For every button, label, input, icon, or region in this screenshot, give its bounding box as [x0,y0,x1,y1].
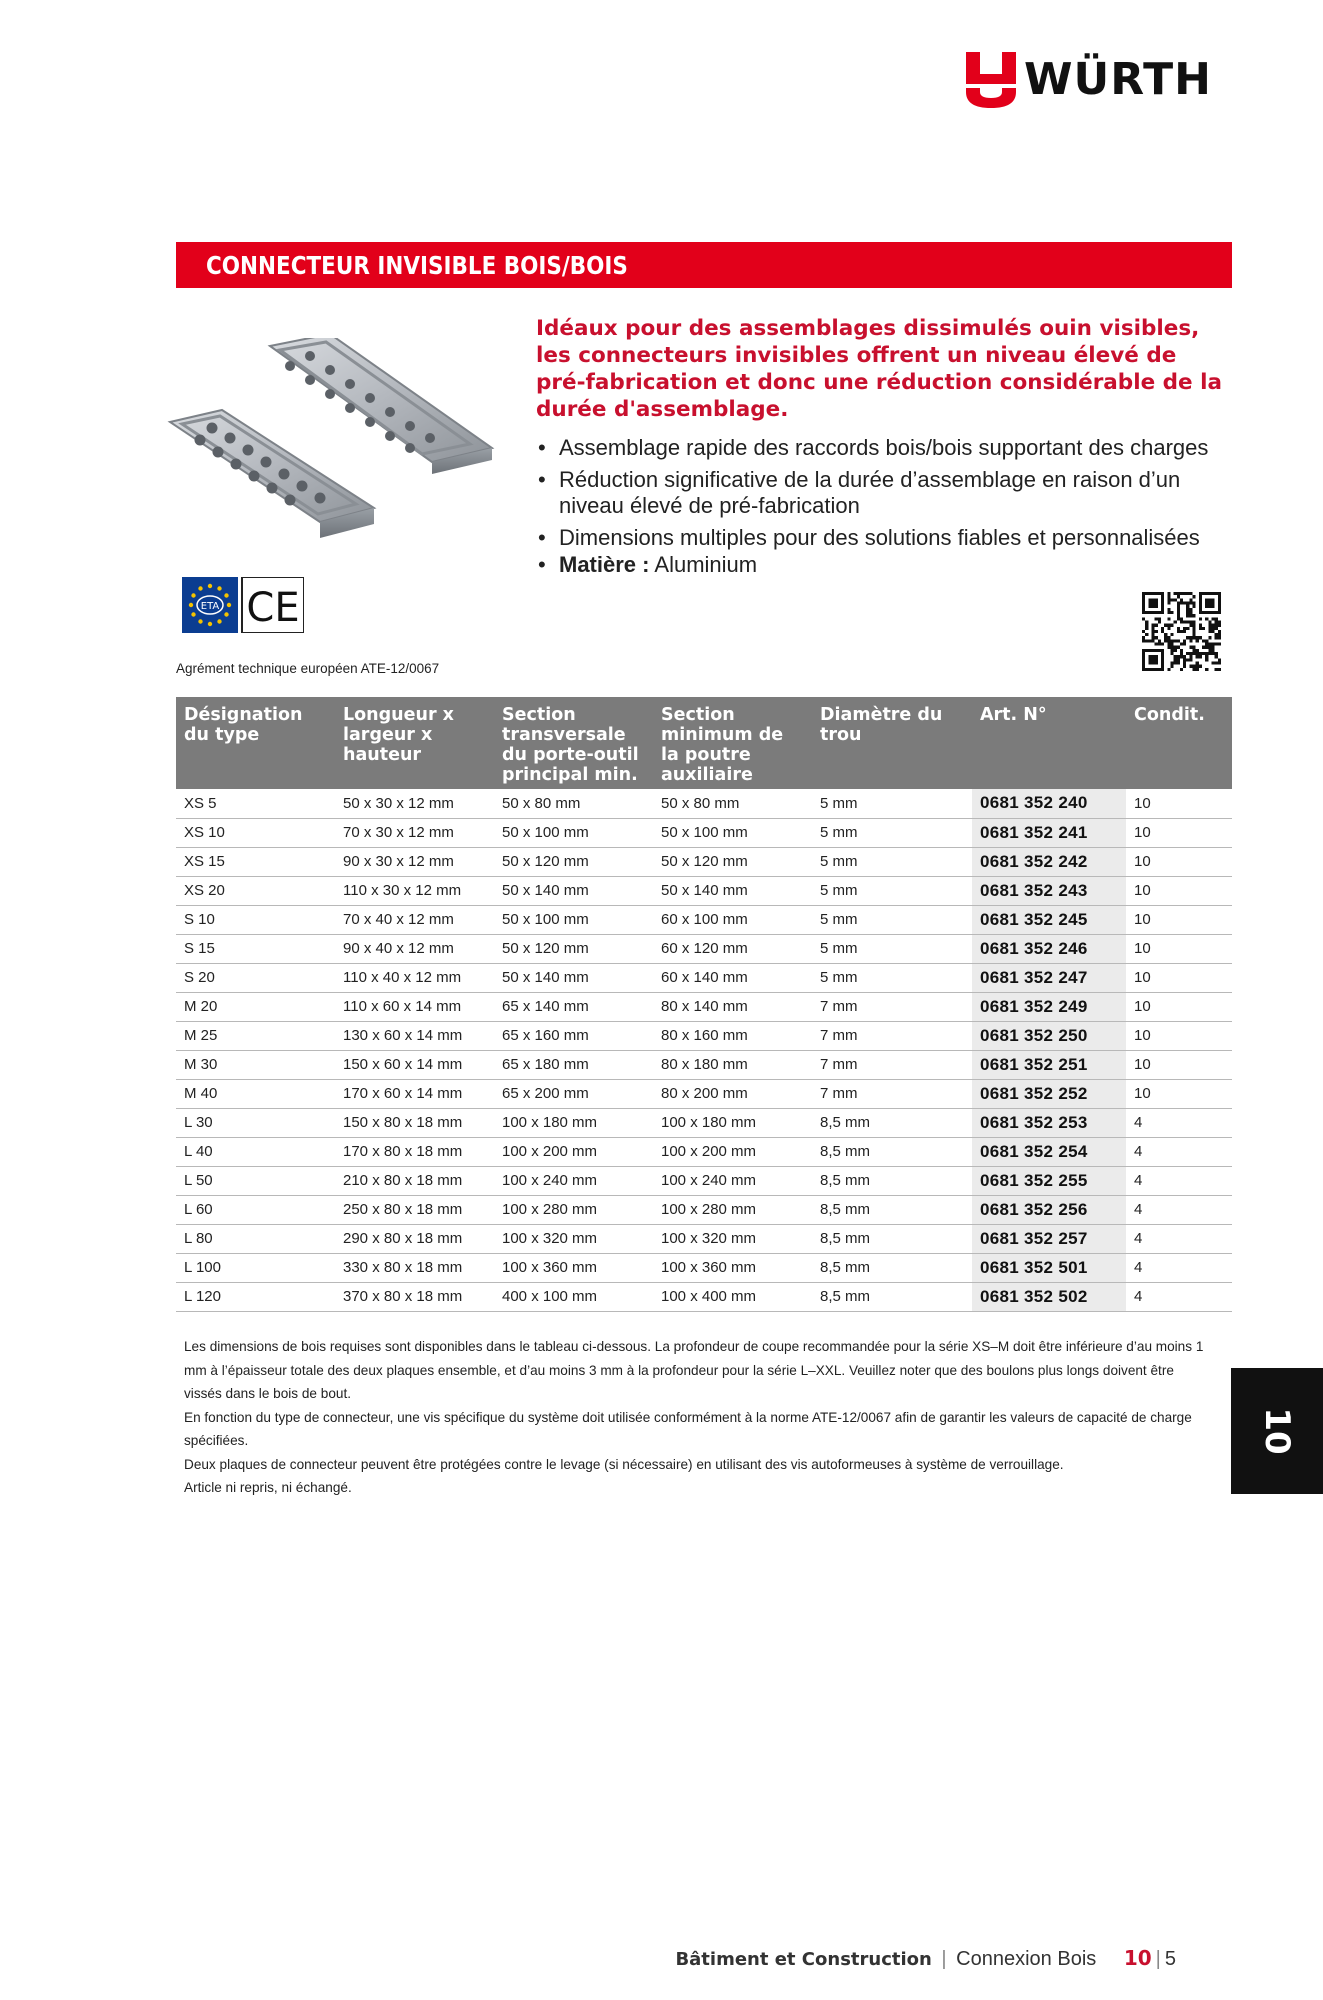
cell-packaging: 4 [1126,1253,1232,1282]
product-image [160,338,500,568]
cell-main-section: 65 x 200 mm [494,1079,653,1108]
brand-name: WÜRTH [1024,54,1213,105]
footer-subsection: Connexion Bois [956,1948,1097,1970]
cell-aux-section: 100 x 400 mm [653,1282,812,1311]
cell-main-section: 100 x 180 mm [494,1108,653,1137]
table-body [176,789,1232,1311]
cell-packaging: 10 [1126,1050,1232,1079]
cell-designation: L 40 [176,1137,335,1166]
spec-table [176,697,1232,1312]
feature-item-material [536,552,1236,578]
cell-article-number[interactable]: 0681 352 241 [972,818,1126,847]
cell-main-section: 50 x 100 mm [494,905,653,934]
cell-article-number[interactable]: 0681 352 502 [972,1282,1126,1311]
cell-packaging: 4 [1126,1224,1232,1253]
cell-main-section: 50 x 120 mm [494,847,653,876]
cell-dimensions: 290 x 80 x 18 mm [335,1224,494,1253]
table-row [176,1282,1232,1311]
cell-aux-section: 100 x 240 mm [653,1166,812,1195]
cell-hole-diameter: 7 mm [812,1050,972,1079]
cell-article-number[interactable]: 0681 352 255 [972,1166,1126,1195]
cell-hole-diameter: 8,5 mm [812,1253,972,1282]
cell-hole-diameter: 5 mm [812,847,972,876]
table-row [176,905,1232,934]
cell-main-section: 65 x 160 mm [494,1021,653,1050]
cell-dimensions: 210 x 80 x 18 mm [335,1166,494,1195]
cell-aux-section: 100 x 320 mm [653,1224,812,1253]
cell-packaging: 10 [1126,934,1232,963]
cell-aux-section: 80 x 140 mm [653,992,812,1021]
feature-item: • Réduction significative de la durée d’assemblage en raison d’un niveau élevé de pré-fabrication [536,467,1236,519]
table-row [176,1050,1232,1079]
note-paragraph: Deux plaques de connecteur peuvent être protégées contre le levage (si nécessaire) en utilisant des vis autoformeuses à système de verrouillage. [184,1456,1064,1472]
header-designation: Désignation du type [176,697,335,789]
table-row [176,1079,1232,1108]
cell-hole-diameter: 8,5 mm [812,1195,972,1224]
chapter-number: 10 [1257,1407,1297,1455]
cell-designation: S 20 [176,963,335,992]
cell-hole-diameter: 7 mm [812,992,972,1021]
cell-main-section: 400 x 100 mm [494,1282,653,1311]
cell-aux-section: 100 x 360 mm [653,1253,812,1282]
cell-designation: S 15 [176,934,335,963]
cell-article-number[interactable]: 0681 352 251 [972,1050,1126,1079]
cell-aux-section: 50 x 80 mm [653,789,812,818]
cell-aux-section: 100 x 200 mm [653,1137,812,1166]
material-value: Aluminium [654,552,758,577]
cell-hole-diameter: 5 mm [812,818,972,847]
cell-article-number[interactable]: 0681 352 250 [972,1021,1126,1050]
cell-designation: M 40 [176,1079,335,1108]
intro-text: Idéaux pour des assemblages dissimulés ouin visibles, les connecteurs invisibles offrent un niveau élevé de pré-fabrication et donc une réduction considérable de la durée d'assemblage. [536,316,1222,422]
cell-hole-diameter: 5 mm [812,789,972,818]
cell-designation: XS 10 [176,818,335,847]
cell-designation: XS 20 [176,876,335,905]
cell-packaging: 10 [1126,1021,1232,1050]
cell-hole-diameter: 8,5 mm [812,1282,972,1311]
notes [184,1335,1204,1500]
table-row [176,1224,1232,1253]
cell-aux-section: 50 x 120 mm [653,847,812,876]
feature-item: • Assemblage rapide des raccords bois/bois supportant des charges [536,435,1236,461]
header-dimensions: Longueur x largeur x hauteur [335,697,494,789]
chapter-tab[interactable] [1231,1368,1323,1494]
footer-page-separator: | [1155,1948,1161,1970]
cell-article-number[interactable]: 0681 352 253 [972,1108,1126,1137]
certification-logos [182,577,304,633]
header-main-section: Section transversale du porte-outil principal min. [494,697,653,789]
footer-section: Bâtiment et Construction [675,1949,932,1970]
cell-article-number[interactable]: 0681 352 254 [972,1137,1126,1166]
table-row [176,1108,1232,1137]
cell-hole-diameter: 7 mm [812,1021,972,1050]
table-row [176,876,1232,905]
table-row [176,934,1232,963]
eta-ce-badge [182,577,304,633]
cell-designation: L 50 [176,1166,335,1195]
cell-dimensions: 70 x 30 x 12 mm [335,818,494,847]
cell-aux-section: 60 x 120 mm [653,934,812,963]
table-row [176,963,1232,992]
cell-packaging: 10 [1126,876,1232,905]
cell-designation: L 30 [176,1108,335,1137]
cell-article-number[interactable]: 0681 352 242 [972,847,1126,876]
cell-main-section: 50 x 140 mm [494,963,653,992]
cell-packaging: 10 [1126,1079,1232,1108]
cell-article-number[interactable]: 0681 352 240 [972,789,1126,818]
cell-packaging: 4 [1126,1137,1232,1166]
cell-dimensions: 110 x 60 x 14 mm [335,992,494,1021]
cell-hole-diameter: 8,5 mm [812,1166,972,1195]
cell-packaging: 4 [1126,1282,1232,1311]
cell-aux-section: 100 x 280 mm [653,1195,812,1224]
cell-main-section: 100 x 200 mm [494,1137,653,1166]
cell-hole-diameter: 7 mm [812,1079,972,1108]
cell-designation: L 80 [176,1224,335,1253]
cell-designation: XS 5 [176,789,335,818]
cell-article-number[interactable]: 0681 352 249 [972,992,1126,1021]
cell-hole-diameter: 8,5 mm [812,1137,972,1166]
cell-article-number[interactable]: 0681 352 257 [972,1224,1126,1253]
cell-dimensions: 90 x 40 x 12 mm [335,934,494,963]
page-title: CONNECTEUR INVISIBLE BOIS/BOIS [206,251,628,280]
ce-mark: CE [246,585,300,631]
cell-packaging: 10 [1126,963,1232,992]
header-packaging: Condit. [1126,697,1232,789]
cell-packaging: 10 [1126,992,1232,1021]
cell-aux-section: 80 x 160 mm [653,1021,812,1050]
page-footer [675,1946,1176,1971]
feature-item: • Dimensions multiples pour des solutions fiables et personnalisées [536,525,1236,551]
footer-separator: | [941,1948,947,1970]
cell-dimensions: 370 x 80 x 18 mm [335,1282,494,1311]
note-paragraph: Les dimensions de bois requises sont disponibles dans le tableau ci-dessous. La profondeur de coupe recommandée pour la série XS–M doit être inférieure d’au moins 1 mm à l’épaisseur totale des deux plaques ensemble, et d’au moins 3 mm à la profondeur pour la série L–XXL. Veuillez noter que des boulons plus longs doivent être vissés dans le bois de bout. [184,1339,1204,1401]
table-row [176,1137,1232,1166]
cell-dimensions: 170 x 80 x 18 mm [335,1137,494,1166]
cell-packaging: 4 [1126,1108,1232,1137]
cell-packaging: 10 [1126,818,1232,847]
cell-aux-section: 80 x 180 mm [653,1050,812,1079]
cell-dimensions: 150 x 80 x 18 mm [335,1108,494,1137]
cell-aux-section: 80 x 200 mm [653,1079,812,1108]
cell-main-section: 50 x 100 mm [494,818,653,847]
cell-packaging: 10 [1126,789,1232,818]
cell-dimensions: 70 x 40 x 12 mm [335,905,494,934]
title-bar [176,242,1232,288]
cell-dimensions: 110 x 30 x 12 mm [335,876,494,905]
cell-main-section: 100 x 280 mm [494,1195,653,1224]
cell-designation: L 100 [176,1253,335,1282]
note-paragraph: En fonction du type de connecteur, une vis spécifique du système doit utilisée conformément à la norme ATE-12/0067 afin de garantir les valeurs de capacité de charge spécifiées. [184,1409,1192,1448]
header-aux-section: Section minimum de la poutre auxiliaire [653,697,812,789]
cell-dimensions: 170 x 60 x 14 mm [335,1079,494,1108]
qr-code-icon [1142,592,1221,671]
cell-article-number[interactable]: 0681 352 252 [972,1079,1126,1108]
footer-page-number: 5 [1164,1948,1176,1970]
cell-designation: L 120 [176,1282,335,1311]
cell-aux-section: 60 x 100 mm [653,905,812,934]
table-header-row [176,697,1232,789]
cell-hole-diameter: 5 mm [812,934,972,963]
cell-article-number[interactable]: 0681 352 501 [972,1253,1126,1282]
cell-main-section: 100 x 240 mm [494,1166,653,1195]
cell-article-number[interactable]: 0681 352 246 [972,934,1126,963]
cell-article-number[interactable]: 0681 352 243 [972,876,1126,905]
cell-packaging: 10 [1126,847,1232,876]
cell-designation: M 20 [176,992,335,1021]
cell-hole-diameter: 8,5 mm [812,1108,972,1137]
footer-chapter: 10 [1123,1946,1152,1970]
table-row [176,1166,1232,1195]
table-row [176,847,1232,876]
eta-label: ETA [200,601,220,612]
cell-aux-section: 50 x 100 mm [653,818,812,847]
cell-main-section: 100 x 320 mm [494,1224,653,1253]
cell-packaging: 4 [1126,1195,1232,1224]
qr-code[interactable] [1142,592,1221,671]
cell-dimensions: 110 x 40 x 12 mm [335,963,494,992]
cell-hole-diameter: 8,5 mm [812,1224,972,1253]
cell-dimensions: 90 x 30 x 12 mm [335,847,494,876]
note-paragraph: Article ni repris, ni échangé. [184,1480,352,1495]
cell-hole-diameter: 5 mm [812,905,972,934]
cell-designation: L 60 [176,1195,335,1224]
cell-dimensions: 150 x 60 x 14 mm [335,1050,494,1079]
table-row [176,1021,1232,1050]
cell-article-number[interactable]: 0681 352 256 [972,1195,1126,1224]
cell-article-number[interactable]: 0681 352 247 [972,963,1126,992]
connector-plates-illustration [160,338,500,568]
cell-packaging: 10 [1126,905,1232,934]
cell-aux-section: 60 x 140 mm [653,963,812,992]
table-row [176,1253,1232,1282]
cell-hole-diameter: 5 mm [812,876,972,905]
cell-main-section: 50 x 80 mm [494,789,653,818]
table-row [176,1195,1232,1224]
cell-main-section: 65 x 180 mm [494,1050,653,1079]
cell-main-section: 100 x 360 mm [494,1253,653,1282]
cell-designation: M 25 [176,1021,335,1050]
cell-designation: S 10 [176,905,335,934]
cell-dimensions: 50 x 30 x 12 mm [335,789,494,818]
cell-main-section: 50 x 140 mm [494,876,653,905]
material-label: Matière : [559,552,650,577]
header-article-number: Art. N° [972,697,1126,789]
table-row [176,818,1232,847]
approval-text: Agrément technique européen ATE-12/0067 [176,661,440,676]
feature-list [536,435,1236,584]
wurth-logo-icon [966,52,1016,108]
cell-designation: XS 15 [176,847,335,876]
cell-dimensions: 130 x 60 x 14 mm [335,1021,494,1050]
table-row [176,992,1232,1021]
cell-main-section: 65 x 140 mm [494,992,653,1021]
cell-article-number[interactable]: 0681 352 245 [972,905,1126,934]
cell-aux-section: 100 x 180 mm [653,1108,812,1137]
wurth-logo [966,52,1216,108]
cell-aux-section: 50 x 140 mm [653,876,812,905]
cell-dimensions: 330 x 80 x 18 mm [335,1253,494,1282]
cell-designation: M 30 [176,1050,335,1079]
table-row [176,789,1232,818]
cell-main-section: 50 x 120 mm [494,934,653,963]
cell-dimensions: 250 x 80 x 18 mm [335,1195,494,1224]
cell-hole-diameter: 5 mm [812,963,972,992]
cell-packaging: 4 [1126,1166,1232,1195]
header-hole-diameter: Diamètre du trou [812,697,972,789]
